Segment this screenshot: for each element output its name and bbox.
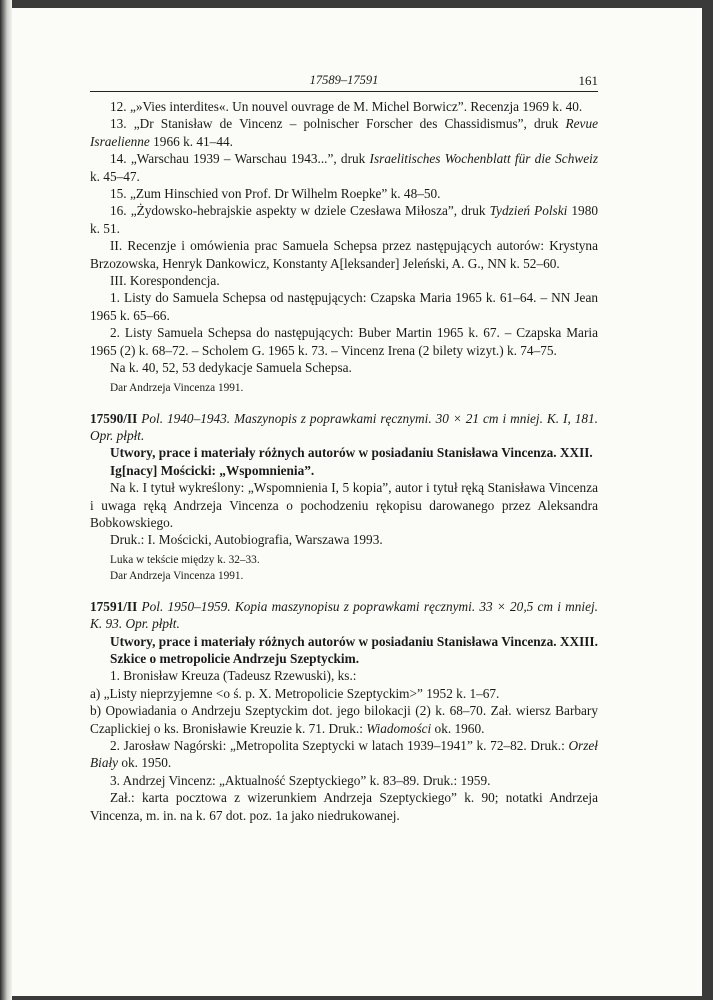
entry-17591-item-1a: a) „Listy nieprzyjemne <o ś. p. X. Metropolicie Szeptyckim>” 1952 k. 1–67. [90, 685, 500, 701]
entry-17590-meta: 17590/II Pol. 1940–1943. Maszynopis z poprawkami ręcznymi. 30 × 21 cm i mniej. K. I, 181. Opr. płpłt. [90, 410, 598, 443]
dedication-note: Na k. 40, 52, 53 dedykacje Samuela Schepsa. [110, 360, 352, 376]
entry-17590-provenance: Dar Andrzeja Vincenza 1991. [110, 569, 244, 582]
entry-17591-title: Utwory, prace i materiały różnych autorów w posiadaniu Stanisława Vincenza. XXIII. [110, 633, 598, 649]
section-III: III. Korespondencja. [110, 273, 220, 289]
running-head: 17589–17591 [309, 73, 379, 87]
entry-17591-meta: 17591/II Pol. 1950–1959. Kopia maszynopisu z poprawkami ręcznymi. 33 × 20,5 cm i mniej. K. 93. Opr. płpłt. [90, 598, 598, 632]
item-16: 16. „Żydowsko-hebrajskie aspekty w dziele Czesława Miłosza”, druk Tydzień Polski 1980 k. 51. [90, 203, 598, 236]
item-13: 13. „Dr Stanisław de Vincenz – polnischer Forscher des Chassidismus”, druk Revue Israelienne 1966 k. 41–44. [90, 116, 598, 149]
page-content [90, 72, 598, 824]
provenance-note: Dar Andrzeja Vincenza 1991. [110, 381, 244, 394]
entry-17590-subtitle: Ig[nacy] Mościcki: „Wspomnienia”. [110, 462, 315, 478]
entry-17591-item-1b: b) Opowiadania o Andrzeju Szeptyckim dot. jego bilokacji (2) k. 68–70. Zał. wiersz Barbary Czaplickiej o ks. Bronisławie Kreuzie k. 71. Druk.: Wiadomości ok. 1960. [90, 703, 598, 736]
entry-17591-subtitle: Szkice o metropolicie Andrzeju Szeptyckim. [110, 650, 360, 666]
entry-17590-title: Utwory, prace i materiały różnych autorów w posiadaniu Stanisława Vincenza. XXII. [110, 445, 593, 461]
entry-17591-item-1: 1. Bronisław Kreuza (Tadeusz Rzewuski), ks.: [110, 668, 357, 684]
entry-number: 17591/II [90, 598, 138, 614]
page-header [90, 72, 598, 92]
item-letters-from: 2. Listy Samuela Schepsa do następujących: Buber Martin 1965 k. 67. – Czapska Maria 1965 (2) k. 68–72. – Scholem G. 1965 k. 73. – Vincenz Irena (2 bilety wizyt.) k. 74–75. [90, 325, 598, 358]
entry-number: 17590/II [90, 410, 138, 426]
entry-17591-attachments: Zał.: karta pocztowa z wizerunkiem Andrzeja Szeptyckiego” k. 90; notatki Andrzeja Vincenza, m. in. na k. 67 dot. poz. 1a jako niedrukowanej. [90, 790, 598, 823]
page-number: 161 [578, 73, 598, 88]
book-page [12, 8, 702, 996]
item-14: 14. „Warschau 1939 – Warschau 1943...”, druk Israelitisches Wochenblatt für die Schweiz k. 45–47. [90, 151, 598, 184]
item-12: 12. „»Vies interdites«. Un nouvel ouvrage de M. Michel Borwicz”. Recenzja 1969 k. 40. [110, 99, 583, 114]
entry-17590-description: Na k. I tytuł wykreślony: „Wspomnienia I, 5 kopia”, autor i tytuł ręką Stanisława Vincenza i uwaga ręką Andrzeja Vincenza o pochodzeniu rękopisu darowanego przez Aleksandra Bobkowskiego. [90, 480, 598, 530]
section-II: II. Recenzje i omówienia prac Samuela Schepsa przez następujących autorów: Krystyna Brzozowska, Henryk Dankowicz, Konstanty A[leksander] Jeleński, A. G., NN k. 52–60. [90, 238, 598, 271]
entry-17591-item-2: 2. Jarosław Nagórski: „Metropolita Szeptycki w latach 1939–1941” k. 72–82. Druk.: Orzeł Biały ok. 1950. [90, 738, 598, 771]
entry-17590-note-gap: Luka w tekście między k. 32–33. [110, 553, 260, 566]
item-15: 15. „Zum Hinschied von Prof. Dr Wilhelm Roepke” k. 48–50. [110, 186, 441, 202]
entry-17591-item-3: 3. Andrzej Vincenz: „Aktualność Szeptyckiego” k. 83–89. Druk.: 1959. [110, 772, 491, 788]
entry-17590-print: Druk.: I. Mościcki, Autobiografia, Warszawa 1993. [110, 532, 383, 548]
item-letters-to: 1. Listy do Samuela Schepsa od następujących: Czapska Maria 1965 k. 61–64. – NN Jean 1965 k. 65–66. [90, 290, 598, 323]
scan-edge [0, 0, 12, 1000]
